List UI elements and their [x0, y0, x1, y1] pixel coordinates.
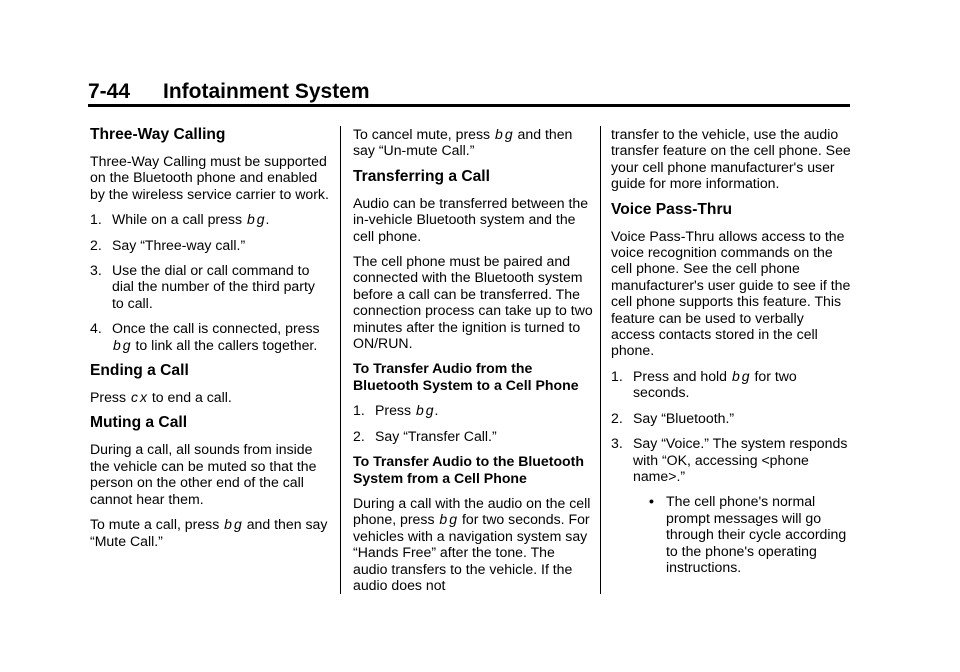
talk-icon: b [415, 402, 424, 419]
mute-text-before: To mute a call, press [90, 516, 220, 533]
column-1 [90, 126, 330, 558]
list-number: 2. [611, 409, 623, 426]
list-number: 3. [611, 435, 623, 452]
step-text: . [265, 211, 270, 228]
list-number: 2. [90, 236, 102, 253]
header-rule [88, 104, 850, 107]
mute-instruction [90, 516, 330, 549]
unmute-text-before: To cancel mute, press [353, 126, 491, 142]
transfer-p3-after: for two seconds. For vehicles with a navigation system say “Hands Free” after the tone. The audio transfers to the vehicle. If the audio does not [353, 511, 590, 593]
phone-icon: g [425, 402, 434, 419]
step-text: Say “Three-way call.” [112, 236, 246, 253]
step-text: to link all the callers together. [135, 336, 318, 353]
transfer-continued: transfer to the vehicle, use the audio transfer feature on the cell phone. See your cell phone manufacturer's user guide for more information. [611, 126, 851, 192]
subheading-to-cell: To Transfer Audio from the Bluetooth System to a Cell Phone [353, 360, 579, 393]
talk-icon: b [246, 211, 255, 228]
list-item [90, 237, 330, 253]
end-call-icon: x [139, 389, 147, 406]
bullet-text: The cell phone's normal prompt messages will go through their cycle according to the phone's operating instructions. [666, 493, 847, 575]
step-text: Press [375, 402, 412, 419]
list-number: 4. [90, 320, 102, 337]
unmute-instruction [353, 126, 593, 159]
phone-icon: g [122, 336, 131, 353]
voice-intro: Voice Pass-Thru allows access to the voice recognition commands on the cell phone. See the cell phone manufacturer's user guide to see if the cell phone supports this feature. This feature can be used to verbally access contacts stored in the cell phone. [611, 227, 851, 359]
section-heading-ending: Ending a Call [90, 362, 189, 380]
phone-icon: g [233, 516, 242, 533]
phone-icon: g [504, 126, 513, 142]
transfer-p3-before: During a call with the audio on the cell phone, press [353, 494, 591, 528]
section-heading-voice-pass-thru: Voice Pass-Thru [611, 200, 733, 218]
step-text: Press and hold [633, 367, 728, 384]
list-item [611, 410, 851, 426]
talk-icon: b [439, 511, 448, 528]
transfer-p2: The cell phone must be paired and connected with the Bluetooth system before a call can be transferred. The connection process can take up to two minutes after the ignition is turned to ON/RUN. [353, 253, 593, 352]
list-item [611, 435, 851, 484]
list-item [353, 402, 593, 418]
step-text: Use the dial or call command to dial the number of the third party to call. [112, 262, 315, 311]
section-heading-transferring: Transferring a Call [353, 167, 490, 185]
ending-text-after: to end a call. [151, 389, 232, 406]
column-divider [600, 126, 601, 594]
step-text: Say “Voice.” The system responds with “OK, accessing <phone name>.” [633, 435, 848, 484]
list-item [90, 211, 330, 227]
transfer-p1: Audio can be transferred between the in-vehicle Bluetooth system and the cell phone. [353, 194, 589, 244]
column-2 [353, 126, 593, 602]
list-item [611, 368, 851, 401]
list-item [353, 428, 593, 444]
step-text: Once the call is connected, press [112, 320, 320, 337]
step-text: Say “Transfer Call.” [375, 427, 497, 444]
step-text: for two seconds. [633, 367, 797, 401]
list-number: 1. [353, 402, 365, 419]
mute-text-after: and then say “Mute Call.” [90, 516, 328, 549]
ending-text-before: Press [90, 389, 127, 406]
phone-icon: g [741, 367, 750, 384]
list-number: 2. [353, 427, 365, 444]
talk-icon: b [495, 126, 503, 142]
list-number: 1. [611, 367, 623, 384]
three-way-intro: Three-Way Calling must be supported on the Bluetooth phone and enabled by the wireless service carrier to work. [90, 153, 329, 202]
section-heading-muting: Muting a Call [90, 414, 188, 432]
subheading-to-bluetooth: To Transfer Audio to the Bluetooth System from a Cell Phone [353, 453, 584, 486]
column-divider [340, 126, 341, 594]
end-call-icon: c [130, 389, 138, 406]
muting-intro: During a call, all sounds from inside the vehicle can be muted so that the person on the other end of the call cannot hear them. [90, 441, 317, 507]
unmute-text-after: and then say “Un-mute Call.” [353, 126, 573, 159]
list-number: 3. [90, 262, 102, 279]
column-3 [611, 126, 851, 584]
step-text: . [434, 402, 439, 419]
phone-icon: g [449, 511, 458, 528]
bullet-icon: • [649, 493, 654, 510]
phone-icon: g [256, 211, 265, 228]
talk-icon: b [224, 516, 232, 533]
talk-icon: b [731, 367, 740, 384]
step-text: While on a call press [112, 211, 243, 228]
page-title: Infotainment System [163, 80, 370, 103]
page-number: 7-44 [88, 80, 131, 103]
list-item [90, 262, 330, 311]
talk-icon: b [113, 336, 121, 353]
bullet-item [611, 493, 851, 575]
list-item [90, 320, 330, 353]
transfer-p3 [353, 495, 593, 593]
step-text: Say “Bluetooth.” [633, 409, 735, 426]
section-heading-three-way: Three-Way Calling [90, 126, 226, 143]
list-number: 1. [90, 211, 102, 228]
ending-text [90, 389, 330, 405]
